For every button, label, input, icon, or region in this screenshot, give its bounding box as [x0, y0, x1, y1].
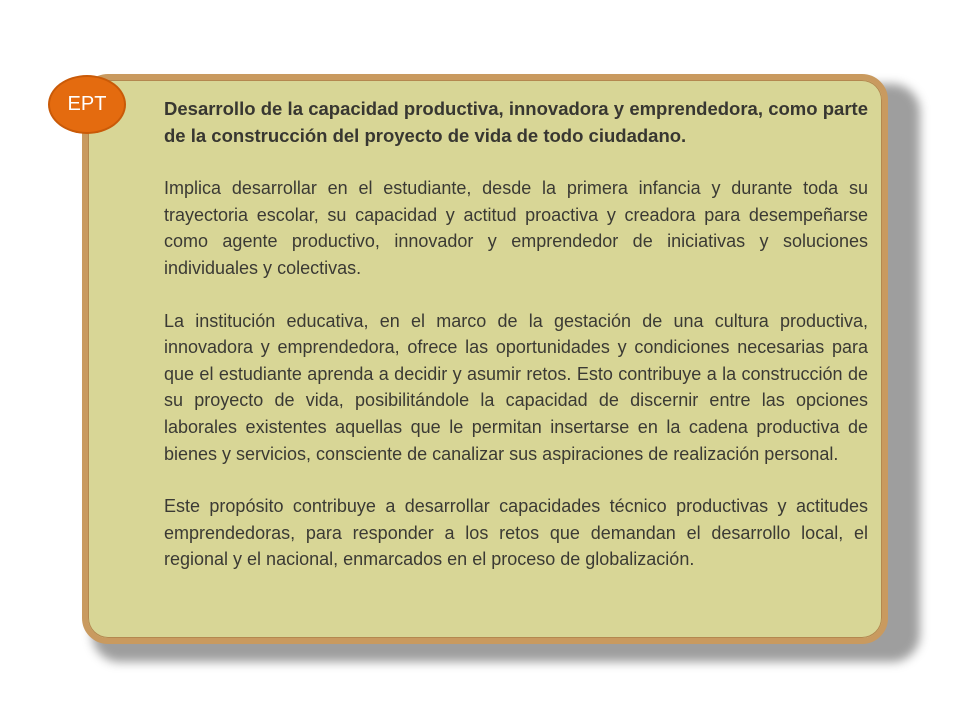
- info-card: [82, 74, 888, 644]
- paragraph-3: Este propósito contribuye a desarrollar capacidades técnico productivas y actitudes emprendedoras, para responder a los retos que demandan el desarrollo local, el regional y el nacional, enmarcados en el proceso de globalización.: [164, 496, 868, 570]
- paragraph-2: La institución educativa, en el marco de la gestación de una cultura productiva, innovadora y emprendedora, ofrece las oportunidades y condiciones necesarias para que el estudiante aprenda a decidir y asumir retos. Esto contribuye a la construcción de su proyecto de vida, posibilitándole la capacidad de discernir entre las opciones laborales existentes aquellas que le permitan insertarse en la cadena productiva de bienes y servicios, consciente de canalizar sus aspiraciones de realización personal.: [164, 310, 868, 464]
- card-content: [164, 96, 868, 573]
- ept-badge: EPT: [50, 77, 124, 132]
- paragraph-1: Implica desarrollar en el estudiante, desde la primera infancia y durante toda su trayectoria escolar, su capacidad y actitud proactiva y creadora para desempeñarse como agente productivo, innovador y emprendedor de iniciativas y soluciones individuales y colectivas.: [164, 178, 868, 278]
- card-heading: Desarrollo de la capacidad productiva, innovadora y emprendedora, como parte de la construcción del proyecto de vida de todo ciudadano.: [164, 98, 868, 146]
